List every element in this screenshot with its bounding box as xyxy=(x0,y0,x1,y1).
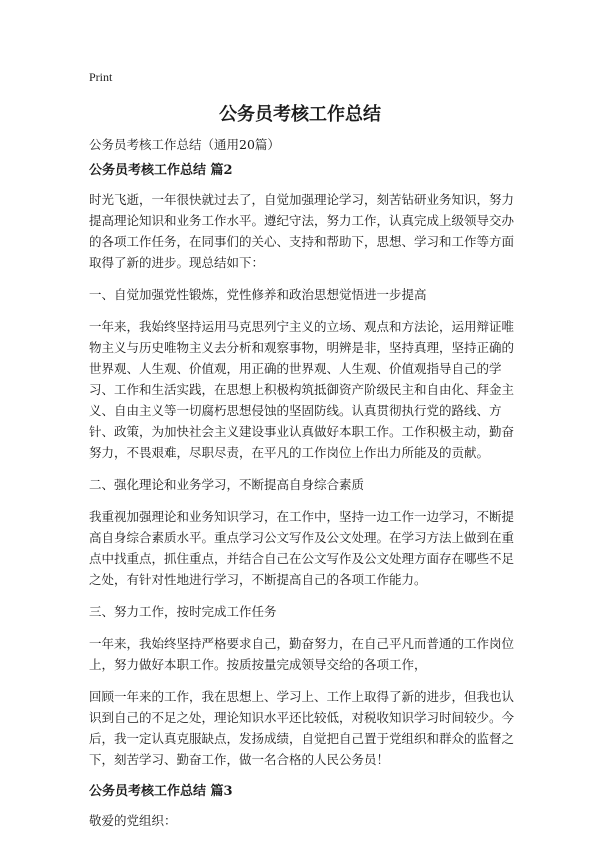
section-heading: 一、自觉加强党性锻炼，党性修养和政治思想觉悟进一步提高 xyxy=(89,287,427,302)
section-heading: 二、强化理论和业务学习，不断提高自身综合素质 xyxy=(89,477,365,492)
section-title: 公务员考核工作总结 篇3 xyxy=(89,784,233,799)
section-heading: 三、努力工作，按时完成工作任务 xyxy=(89,604,277,619)
body-paragraph: 一年来，我始终坚持严格要求自己，勤奋努力，在自己平凡而普通的工作岗位上，努力做好本职工作。按质按量完成领导交给的各项工作， xyxy=(89,636,515,672)
body-paragraph: 回顾一年来的工作，我在思想上、学习上、工作上取得了新的进步，但我也认识到自己的不足之处，理论知识水平还比较低，对税收知识学习时间较少。今后，我一定认真克服缺点，发扬成绩，自觉把自己置于党组织和群众的监督之下，刻苦学习、勤奋工作，做一名合格的人民公务员！ xyxy=(89,689,515,767)
page-title: 公务员考核工作总结 xyxy=(219,104,381,125)
body-paragraph: 我重视加强理论和业务知识学习，在工作中，坚持一边工作一边学习，不断提高自身综合素质水平。重点学习公文写作及公文处理。在学习方法上做到在重点中找重点，抓住重点，并结合自己在公文写作及公文处理方面存在哪些不足之处，有针对性地进行学习，不断提高自己的各项工作能力。 xyxy=(89,509,515,587)
document-subtitle: 公务员考核工作总结（通用20篇） xyxy=(89,137,280,152)
intro-paragraph: 时光飞逝，一年很快就过去了，自觉加强理论学习，刻苦钻研业务知识，努力提高理论知识和业务工作水平。遵纪守法，努力工作，认真完成上级领导交办的各项工作任务，在同事们的关心、支持和帮助下，思想、学习和工作等方面取得了新的进步。现总结如下： xyxy=(89,192,515,270)
document-body xyxy=(89,134,519,842)
greeting-line: 敬爱的党组织： xyxy=(89,813,177,828)
print-link[interactable]: Print xyxy=(89,70,113,84)
body-paragraph: 一年来，我始终坚持运用马克思列宁主义的立场、观点和方法论，运用辩证唯物主义与历史唯物主义去分析和观察事物，明辨是非，坚持真理，坚持正确的世界观、人生观、价值观，用正确的世界观、人生观、价值观指导自己的学习、工作和生活实践，在思想上积极构筑抵御资产阶级民主和自由化、拜金主义、自由主义等一切腐朽思想侵蚀的坚固防线。认真贯彻执行党的路线、方针、政策，为加快社会主义建设事业认真做好本职工作。工作积极主动，勤奋努力，不畏艰难，尽职尽责，在平凡的工作岗位上作出力所能及的贡献。 xyxy=(89,319,515,460)
section-title: 公务员考核工作总结 篇2 xyxy=(89,163,233,178)
